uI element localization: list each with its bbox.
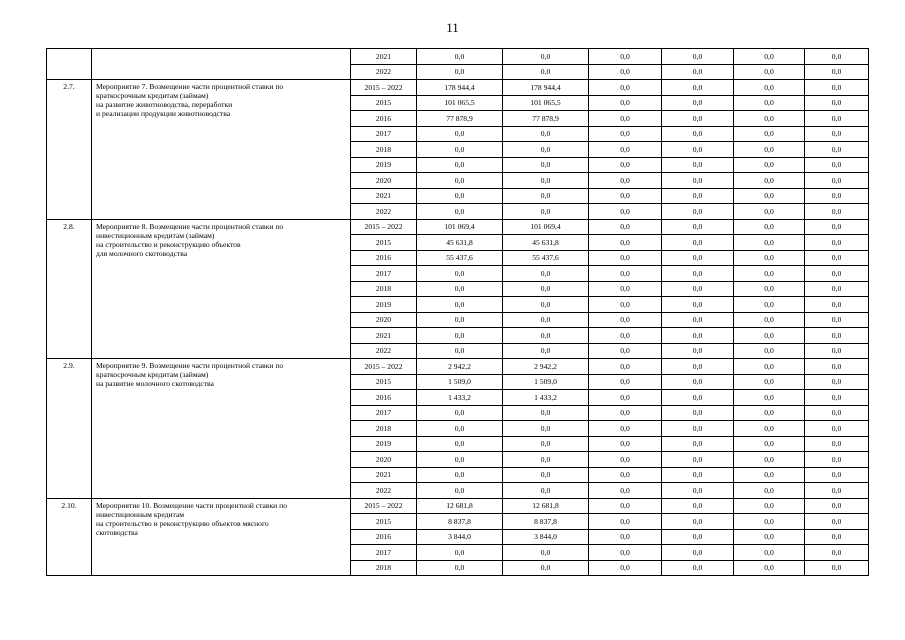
value-cell: 0,0: [734, 359, 805, 375]
year-cell: 2022: [351, 204, 417, 220]
value-cell: 0,0: [589, 560, 662, 576]
value-cell: 0,0: [662, 219, 734, 235]
value-cell: 0,0: [662, 126, 734, 142]
value-cell: 0,0: [662, 436, 734, 452]
value-cell: 55 437,6: [503, 250, 589, 266]
value-cell: 0,0: [589, 250, 662, 266]
table-row: [47, 359, 869, 375]
measure-description-line: краткосрочным кредитам (займам): [96, 370, 209, 379]
table-body: [47, 49, 869, 576]
value-cell: 0,0: [662, 157, 734, 173]
value-cell: 0,0: [734, 281, 805, 297]
value-cell: 0,0: [805, 126, 869, 142]
value-cell: 0,0: [734, 483, 805, 499]
value-cell: 2 942,2: [417, 359, 503, 375]
value-cell: 0,0: [662, 328, 734, 344]
value-cell: 0,0: [589, 545, 662, 561]
measure-description-line: на строительство и реконструкцию объектов: [96, 239, 241, 249]
value-cell: 0,0: [503, 64, 589, 80]
value-cell: 0,0: [805, 545, 869, 561]
value-cell: 0,0: [662, 467, 734, 483]
value-cell: 0,0: [662, 142, 734, 158]
value-cell: 0,0: [589, 498, 662, 514]
year-cell: 2022: [351, 483, 417, 499]
table-row: [47, 498, 869, 514]
value-cell: 0,0: [589, 142, 662, 158]
value-cell: 0,0: [805, 173, 869, 189]
value-cell: 0,0: [734, 111, 805, 127]
value-cell: 0,0: [417, 204, 503, 220]
measure-description: [92, 219, 351, 359]
value-cell: 0,0: [589, 266, 662, 282]
value-cell: 0,0: [589, 188, 662, 204]
value-cell: 0,0: [734, 219, 805, 235]
value-cell: 0,0: [503, 452, 589, 468]
value-cell: 0,0: [417, 297, 503, 313]
value-cell: 0,0: [417, 142, 503, 158]
value-cell: 0,0: [734, 498, 805, 514]
measure-description-cell: [92, 49, 351, 80]
value-cell: 0,0: [662, 498, 734, 514]
table-row: [47, 49, 869, 65]
year-cell: 2020: [351, 173, 417, 189]
year-cell: 2018: [351, 421, 417, 437]
value-cell: 0,0: [589, 436, 662, 452]
value-cell: 178 944,4: [417, 80, 503, 96]
value-cell: 0,0: [805, 250, 869, 266]
measure-number: 2.8.: [47, 219, 92, 359]
value-cell: 0,0: [589, 219, 662, 235]
value-cell: 0,0: [503, 343, 589, 359]
year-cell: 2019: [351, 157, 417, 173]
value-cell: 0,0: [417, 483, 503, 499]
value-cell: 0,0: [503, 421, 589, 437]
value-cell: 0,0: [805, 560, 869, 576]
value-cell: 101 065,5: [503, 95, 589, 111]
value-cell: 0,0: [417, 281, 503, 297]
value-cell: 0,0: [805, 157, 869, 173]
measure-description-line: на развитие молочного скотоводства: [96, 379, 214, 388]
value-cell: 0,0: [805, 483, 869, 499]
value-cell: 0,0: [589, 235, 662, 251]
year-cell: 2021: [351, 328, 417, 344]
value-cell: 45 631,8: [503, 235, 589, 251]
value-cell: 0,0: [734, 49, 805, 65]
value-cell: 0,0: [662, 250, 734, 266]
value-cell: 0,0: [589, 452, 662, 468]
value-cell: 0,0: [662, 452, 734, 468]
year-cell: 2021: [351, 49, 417, 65]
value-cell: 0,0: [503, 157, 589, 173]
value-cell: 0,0: [417, 545, 503, 561]
value-cell: 0,0: [589, 126, 662, 142]
value-cell: 0,0: [662, 390, 734, 406]
measure-description-line: на строительство и реконструкцию объектов мясного: [96, 518, 269, 528]
value-cell: 1 509,0: [417, 374, 503, 390]
value-cell: 0,0: [734, 266, 805, 282]
value-cell: 0,0: [734, 452, 805, 468]
value-cell: 0,0: [805, 498, 869, 514]
value-cell: 0,0: [805, 49, 869, 65]
year-cell: 2022: [351, 343, 417, 359]
year-cell: 2015: [351, 514, 417, 530]
value-cell: 3 844,0: [503, 529, 589, 545]
value-cell: 0,0: [734, 64, 805, 80]
value-cell: 0,0: [805, 390, 869, 406]
value-cell: 0,0: [589, 173, 662, 189]
value-cell: 0,0: [589, 95, 662, 111]
value-cell: 0,0: [589, 467, 662, 483]
value-cell: 0,0: [503, 483, 589, 499]
value-cell: 0,0: [417, 64, 503, 80]
value-cell: 77 878,9: [417, 111, 503, 127]
value-cell: 0,0: [805, 328, 869, 344]
value-cell: 101 069,4: [503, 219, 589, 235]
value-cell: 0,0: [503, 405, 589, 421]
value-cell: 0,0: [734, 514, 805, 530]
value-cell: 0,0: [662, 95, 734, 111]
value-cell: 1 433,2: [417, 390, 503, 406]
value-cell: 0,0: [589, 374, 662, 390]
value-cell: 0,0: [417, 173, 503, 189]
value-cell: 0,0: [503, 173, 589, 189]
measure-description-line: Мероприятие 10. Возмещение части процентной ставки по: [96, 500, 288, 510]
value-cell: 0,0: [417, 157, 503, 173]
value-cell: 0,0: [662, 545, 734, 561]
value-cell: 0,0: [589, 64, 662, 80]
value-cell: 0,0: [805, 204, 869, 220]
value-cell: 0,0: [589, 483, 662, 499]
value-cell: 0,0: [734, 529, 805, 545]
value-cell: 0,0: [589, 297, 662, 313]
value-cell: 0,0: [805, 235, 869, 251]
value-cell: 0,0: [805, 374, 869, 390]
value-cell: 0,0: [734, 560, 805, 576]
value-cell: 0,0: [662, 173, 734, 189]
year-cell: 2020: [351, 312, 417, 328]
year-cell: 2017: [351, 126, 417, 142]
value-cell: 0,0: [589, 49, 662, 65]
value-cell: 0,0: [734, 80, 805, 96]
value-cell: 0,0: [662, 374, 734, 390]
value-cell: 0,0: [805, 312, 869, 328]
value-cell: 0,0: [503, 312, 589, 328]
value-cell: 0,0: [503, 297, 589, 313]
value-cell: 0,0: [734, 343, 805, 359]
value-cell: 101 069,4: [417, 219, 503, 235]
value-cell: 0,0: [662, 80, 734, 96]
value-cell: 0,0: [417, 421, 503, 437]
value-cell: 0,0: [805, 514, 869, 530]
value-cell: 0,0: [734, 374, 805, 390]
year-cell: 2021: [351, 467, 417, 483]
value-cell: 0,0: [662, 529, 734, 545]
value-cell: 0,0: [417, 467, 503, 483]
value-cell: 0,0: [662, 405, 734, 421]
value-cell: 0,0: [662, 235, 734, 251]
value-cell: 0,0: [503, 467, 589, 483]
value-cell: 0,0: [589, 312, 662, 328]
year-cell: 2019: [351, 436, 417, 452]
year-cell: 2016: [351, 390, 417, 406]
value-cell: 0,0: [662, 297, 734, 313]
value-cell: 0,0: [589, 529, 662, 545]
measure-description-line: Мероприятие 8. Возмещение части процентной ставки по: [96, 221, 284, 231]
value-cell: 0,0: [503, 560, 589, 576]
year-cell: 2017: [351, 545, 417, 561]
value-cell: 178 944,4: [503, 80, 589, 96]
value-cell: 0,0: [662, 49, 734, 65]
value-cell: 0,0: [805, 266, 869, 282]
value-cell: 0,0: [589, 111, 662, 127]
value-cell: 0,0: [734, 173, 805, 189]
value-cell: 0,0: [417, 312, 503, 328]
value-cell: 0,0: [805, 343, 869, 359]
value-cell: 0,0: [805, 452, 869, 468]
value-cell: 0,0: [734, 312, 805, 328]
value-cell: 0,0: [662, 514, 734, 530]
value-cell: 0,0: [805, 111, 869, 127]
measure-number-cell: [47, 49, 92, 80]
value-cell: 0,0: [734, 436, 805, 452]
value-cell: 0,0: [805, 219, 869, 235]
value-cell: 0,0: [662, 483, 734, 499]
value-cell: 0,0: [662, 359, 734, 375]
year-cell: 2019: [351, 297, 417, 313]
value-cell: 0,0: [589, 390, 662, 406]
value-cell: 12 681,8: [417, 498, 503, 514]
value-cell: 0,0: [734, 390, 805, 406]
value-cell: 0,0: [662, 560, 734, 576]
value-cell: 0,0: [662, 343, 734, 359]
value-cell: 0,0: [503, 281, 589, 297]
value-cell: 0,0: [589, 281, 662, 297]
financing-table: [46, 48, 869, 576]
value-cell: 0,0: [589, 514, 662, 530]
value-cell: 101 065,5: [417, 95, 503, 111]
value-cell: 55 437,6: [417, 250, 503, 266]
value-cell: 0,0: [805, 436, 869, 452]
value-cell: 0,0: [734, 235, 805, 251]
value-cell: 0,0: [503, 188, 589, 204]
value-cell: 0,0: [734, 157, 805, 173]
value-cell: 12 681,8: [503, 498, 589, 514]
value-cell: 0,0: [734, 204, 805, 220]
value-cell: 1 433,2: [503, 390, 589, 406]
value-cell: 45 631,8: [417, 235, 503, 251]
measure-description-line: Мероприятие 7. Возмещение части процентной ставки по: [96, 82, 284, 91]
value-cell: 0,0: [589, 359, 662, 375]
page-number: 11: [446, 20, 459, 35]
value-cell: 0,0: [662, 188, 734, 204]
value-cell: 0,0: [503, 126, 589, 142]
value-cell: 0,0: [734, 405, 805, 421]
value-cell: 0,0: [734, 95, 805, 111]
value-cell: 0,0: [503, 49, 589, 65]
value-cell: 0,0: [805, 297, 869, 313]
value-cell: 0,0: [417, 405, 503, 421]
value-cell: 0,0: [589, 157, 662, 173]
year-cell: 2018: [351, 560, 417, 576]
value-cell: 0,0: [734, 188, 805, 204]
year-cell: 2016: [351, 250, 417, 266]
measure-number: 2.7.: [47, 80, 92, 220]
value-cell: 0,0: [734, 328, 805, 344]
year-cell: 2015 – 2022: [351, 219, 417, 235]
measure-description-line: на развитие животноводства, переработки: [96, 100, 233, 109]
value-cell: 0,0: [805, 142, 869, 158]
value-cell: 0,0: [589, 80, 662, 96]
measure-description-line: скотоводства: [96, 527, 138, 537]
measure-description: [92, 80, 351, 220]
year-cell: 2015 – 2022: [351, 498, 417, 514]
table-row: [47, 219, 869, 235]
value-cell: 0,0: [805, 421, 869, 437]
value-cell: 0,0: [805, 188, 869, 204]
value-cell: 0,0: [503, 204, 589, 220]
value-cell: 0,0: [734, 126, 805, 142]
measure-number: 2.10.: [47, 498, 92, 576]
value-cell: 0,0: [662, 281, 734, 297]
year-cell: 2022: [351, 64, 417, 80]
value-cell: 0,0: [734, 545, 805, 561]
value-cell: 0,0: [734, 297, 805, 313]
value-cell: 0,0: [805, 80, 869, 96]
value-cell: 0,0: [662, 204, 734, 220]
year-cell: 2017: [351, 266, 417, 282]
value-cell: 0,0: [589, 328, 662, 344]
year-cell: 2017: [351, 405, 417, 421]
value-cell: 0,0: [589, 405, 662, 421]
value-cell: 0,0: [417, 436, 503, 452]
year-cell: 2016: [351, 111, 417, 127]
value-cell: 0,0: [805, 529, 869, 545]
value-cell: 3 844,0: [417, 529, 503, 545]
value-cell: 0,0: [503, 266, 589, 282]
year-cell: 2015: [351, 95, 417, 111]
value-cell: 0,0: [662, 266, 734, 282]
value-cell: 0,0: [805, 64, 869, 80]
measure-description-line: и реализации продукции животноводства: [96, 109, 231, 118]
measure-number: 2.9.: [47, 359, 92, 499]
year-cell: 2015: [351, 374, 417, 390]
value-cell: 0,0: [734, 142, 805, 158]
value-cell: 0,0: [662, 111, 734, 127]
value-cell: 0,0: [589, 204, 662, 220]
value-cell: 0,0: [417, 452, 503, 468]
measure-description-line: инвестиционным кредитам: [96, 509, 185, 519]
year-cell: 2015: [351, 235, 417, 251]
year-cell: 2015 – 2022: [351, 80, 417, 96]
value-cell: 0,0: [589, 343, 662, 359]
value-cell: 0,0: [503, 545, 589, 561]
value-cell: 0,0: [503, 328, 589, 344]
value-cell: 0,0: [805, 281, 869, 297]
year-cell: 2020: [351, 452, 417, 468]
measure-description-line: краткосрочным кредитам (займам): [96, 91, 209, 100]
value-cell: 0,0: [805, 359, 869, 375]
year-cell: 2015 – 2022: [351, 359, 417, 375]
value-cell: 0,0: [805, 405, 869, 421]
value-cell: 77 878,9: [503, 111, 589, 127]
year-cell: 2018: [351, 281, 417, 297]
measure-description-line: инвестиционным кредитам (займам): [96, 230, 215, 240]
measure-description: [92, 498, 351, 576]
value-cell: 0,0: [662, 64, 734, 80]
value-cell: 0,0: [662, 421, 734, 437]
value-cell: 0,0: [417, 266, 503, 282]
value-cell: 0,0: [417, 188, 503, 204]
table-row: [47, 80, 869, 96]
measure-description: [92, 359, 351, 499]
value-cell: 0,0: [805, 467, 869, 483]
value-cell: 0,0: [805, 95, 869, 111]
value-cell: 0,0: [734, 421, 805, 437]
value-cell: 8 837,8: [503, 514, 589, 530]
year-cell: 2018: [351, 142, 417, 158]
value-cell: 0,0: [417, 49, 503, 65]
value-cell: 0,0: [417, 343, 503, 359]
value-cell: 0,0: [417, 328, 503, 344]
value-cell: 0,0: [503, 436, 589, 452]
value-cell: 1 509,0: [503, 374, 589, 390]
value-cell: 0,0: [417, 560, 503, 576]
measure-description-line: для молочного скотоводства: [96, 248, 188, 258]
value-cell: 0,0: [662, 312, 734, 328]
year-cell: 2016: [351, 529, 417, 545]
value-cell: 8 837,8: [417, 514, 503, 530]
value-cell: 2 942,2: [503, 359, 589, 375]
year-cell: 2021: [351, 188, 417, 204]
value-cell: 0,0: [503, 142, 589, 158]
value-cell: 0,0: [734, 467, 805, 483]
value-cell: 0,0: [417, 126, 503, 142]
measure-description-line: Мероприятие 9. Возмещение части процентной ставки по: [96, 361, 284, 370]
value-cell: 0,0: [734, 250, 805, 266]
value-cell: 0,0: [589, 421, 662, 437]
